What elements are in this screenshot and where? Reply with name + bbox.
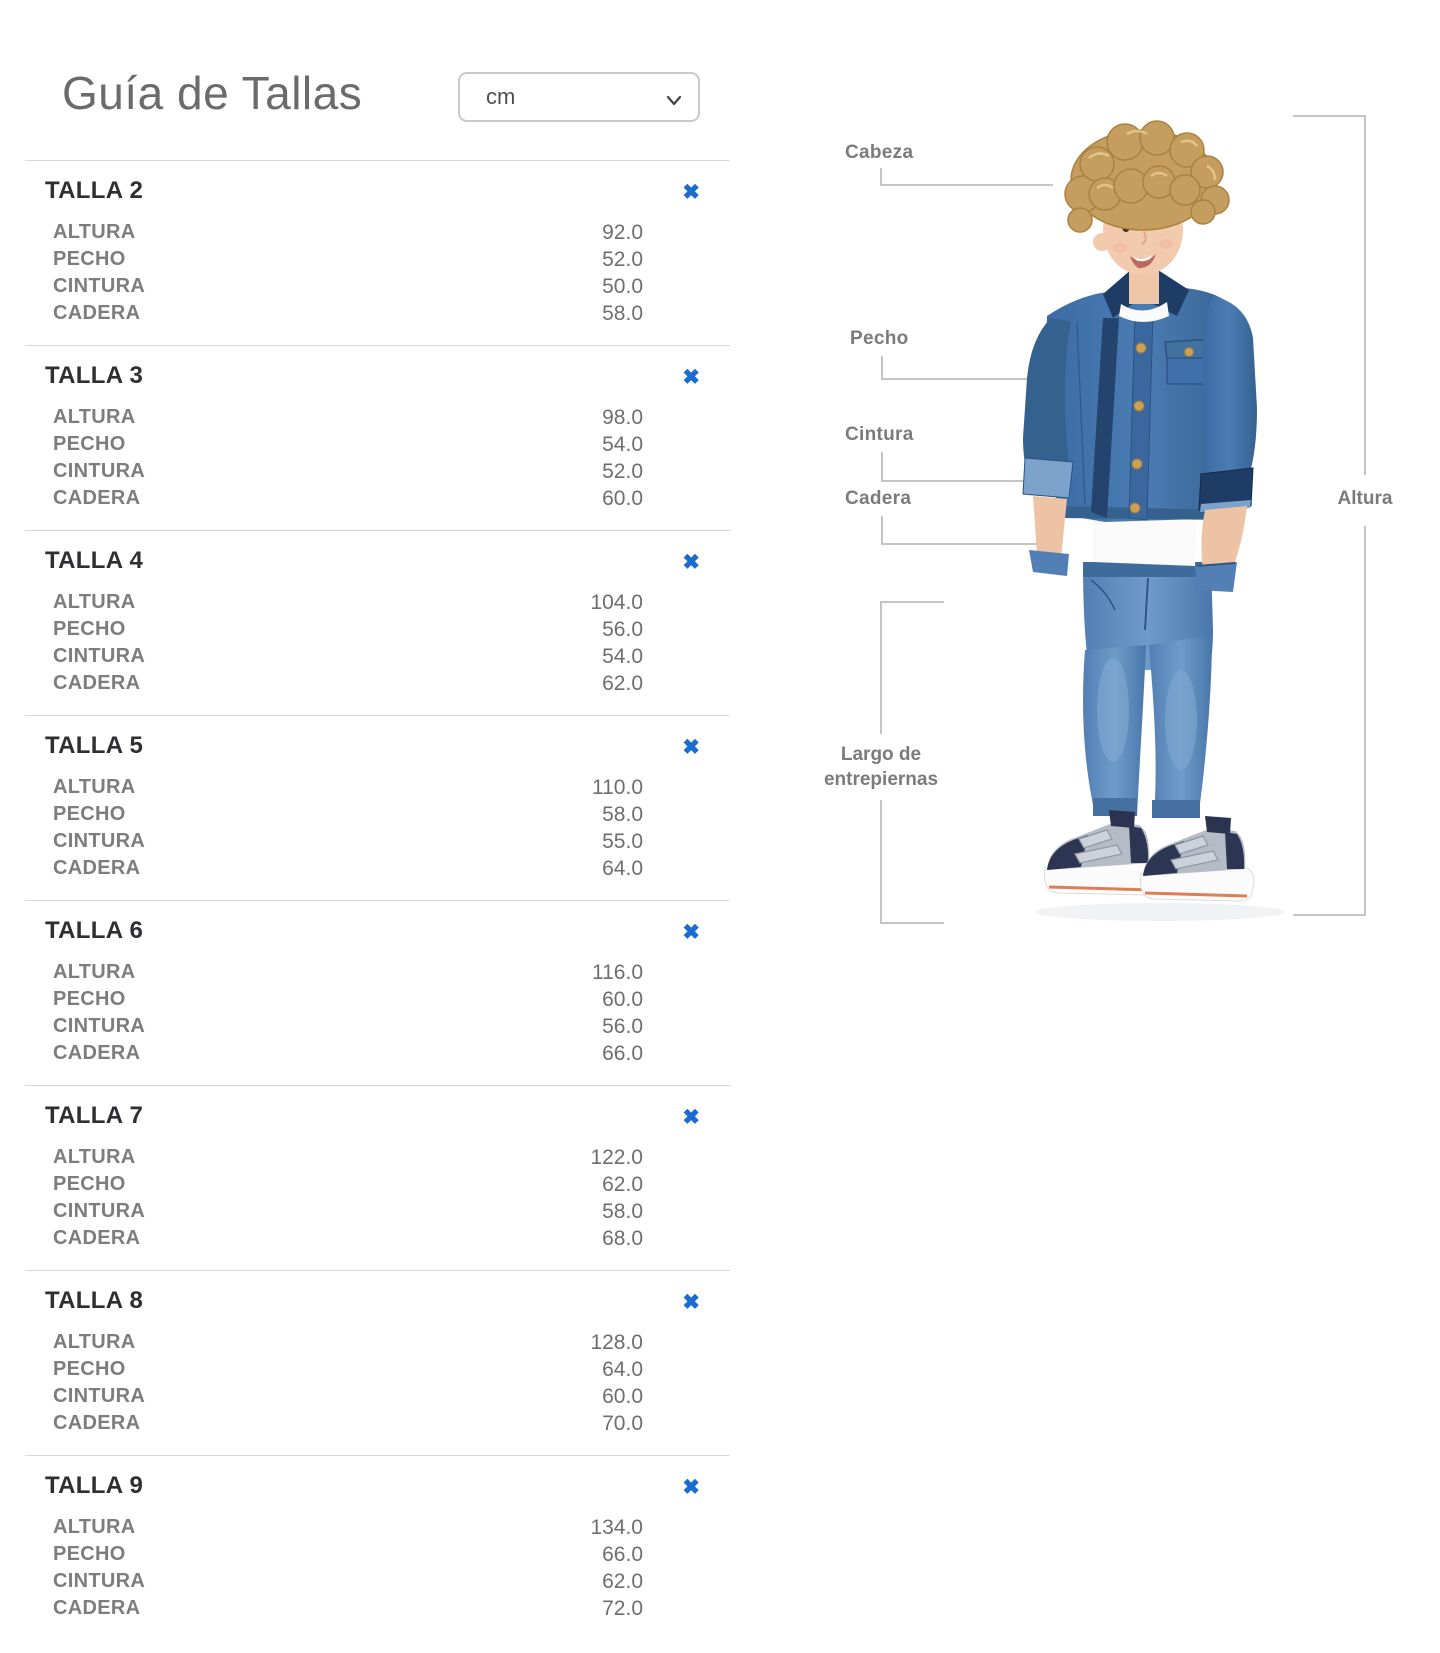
size-title: TALLA 3 [45, 362, 144, 389]
unit-select-value: cm [486, 84, 516, 109]
measurement-value: 60.0 [602, 988, 643, 1011]
size-section-header [25, 1287, 730, 1315]
measurement-row [25, 1541, 730, 1568]
measurement-row [25, 1410, 730, 1437]
size-rows [25, 774, 730, 882]
measurement-row [25, 959, 730, 986]
measurement-row [25, 458, 730, 485]
measurement-value: 66.0 [602, 1042, 643, 1065]
size-section [25, 530, 730, 715]
cintura-leader-line [881, 452, 883, 482]
measurement-label: CADERA [53, 1597, 141, 1619]
size-section [25, 345, 730, 530]
measurement-label: CINTURA [53, 275, 146, 297]
measurement-value: 55.0 [602, 830, 643, 853]
size-title: TALLA 6 [45, 917, 144, 944]
measurement-row [25, 1383, 730, 1410]
measurement-value: 62.0 [602, 672, 643, 695]
measurement-value: 70.0 [602, 1412, 643, 1435]
size-rows [25, 404, 730, 512]
measurement-label: CADERA [53, 302, 141, 324]
floor-shadow [1035, 903, 1285, 921]
size-rows [25, 959, 730, 1067]
measurement-label: CINTURA [53, 1385, 146, 1407]
measurement-label: CINTURA [53, 460, 146, 482]
measurement-label: CADERA [53, 1227, 141, 1249]
pecho-leader-line [881, 356, 883, 380]
measurement-label: CINTURA [53, 830, 146, 852]
measurement-label: ALTURA [53, 221, 136, 243]
inseam-bracket [880, 800, 882, 924]
size-title: TALLA 4 [45, 547, 144, 574]
measurement-value: 64.0 [602, 857, 643, 880]
size-section-header [25, 1472, 730, 1500]
measurement-row [25, 643, 730, 670]
measurement-value: 54.0 [602, 433, 643, 456]
measurement-value: 56.0 [602, 1015, 643, 1038]
measurement-row [25, 273, 730, 300]
measurement-label: CINTURA [53, 1200, 146, 1222]
inseam-bracket [880, 601, 944, 603]
measurement-row [25, 986, 730, 1013]
page-title: Guía de Tallas [62, 67, 363, 119]
measurement-label: CADERA [53, 487, 141, 509]
measurement-value: 92.0 [602, 221, 643, 244]
remove-size-button[interactable]: ✖ [682, 181, 700, 204]
chevron-down-icon [666, 93, 682, 111]
measurement-value: 60.0 [602, 1385, 643, 1408]
measurement-value: 122.0 [590, 1146, 643, 1169]
measurement-row [25, 1595, 730, 1622]
measurement-value: 64.0 [602, 1358, 643, 1381]
measurement-row [25, 1171, 730, 1198]
measurement-label: CINTURA [53, 1570, 146, 1592]
measurement-label: PECHO [53, 1358, 126, 1380]
size-section [25, 1270, 730, 1455]
size-section-header [25, 547, 730, 575]
size-rows [25, 1514, 730, 1622]
measurement-value: 58.0 [602, 803, 643, 826]
measurement-row [25, 219, 730, 246]
size-section [25, 1455, 730, 1640]
size-section-header [25, 732, 730, 760]
measurement-value: 134.0 [590, 1516, 643, 1539]
measurement-label: PECHO [53, 1173, 126, 1195]
remove-size-button[interactable]: ✖ [682, 1291, 700, 1314]
boy-sneakers [1045, 810, 1255, 901]
measurement-value: 128.0 [590, 1331, 643, 1354]
measurement-row [25, 1329, 730, 1356]
measurement-label: PECHO [53, 248, 126, 270]
measurement-row [25, 774, 730, 801]
size-rows [25, 219, 730, 327]
size-rows [25, 1144, 730, 1252]
measurement-row [25, 616, 730, 643]
remove-size-button[interactable]: ✖ [682, 736, 700, 759]
size-section-header [25, 177, 730, 205]
measurement-value: 56.0 [602, 618, 643, 641]
cadera-leader-line [881, 516, 883, 545]
measurement-value: 72.0 [602, 1597, 643, 1620]
measurement-label: CADERA [53, 857, 141, 879]
boy-model-photo [985, 110, 1295, 925]
measurement-value: 110.0 [592, 776, 643, 799]
measurement-value: 50.0 [602, 275, 643, 298]
size-section-header [25, 362, 730, 390]
measurement-label: ALTURA [53, 406, 136, 428]
remove-size-button[interactable]: ✖ [682, 551, 700, 574]
remove-size-button[interactable]: ✖ [682, 1106, 700, 1129]
remove-size-button[interactable]: ✖ [682, 1476, 700, 1499]
size-section-header [25, 917, 730, 945]
measurement-value: 98.0 [602, 406, 643, 429]
measurement-value: 52.0 [602, 248, 643, 271]
measurement-row [25, 1514, 730, 1541]
size-title: TALLA 8 [45, 1287, 144, 1314]
measurement-label: PECHO [53, 618, 126, 640]
measurement-value: 58.0 [602, 302, 643, 325]
size-title: TALLA 5 [45, 732, 144, 759]
measurement-value: 116.0 [592, 961, 643, 984]
measurement-value: 58.0 [602, 1200, 643, 1223]
measurement-row [25, 404, 730, 431]
measurement-row [25, 801, 730, 828]
cintura-label: Cintura [845, 424, 914, 445]
measurement-value: 62.0 [602, 1570, 643, 1593]
measurement-value: 60.0 [602, 487, 643, 510]
measurement-row [25, 828, 730, 855]
size-title: TALLA 2 [45, 177, 144, 204]
cadera-label: Cadera [845, 488, 912, 509]
measurement-label: ALTURA [53, 961, 136, 983]
measurement-row [25, 246, 730, 273]
measurement-row [25, 1356, 730, 1383]
measurement-label: CINTURA [53, 645, 146, 667]
unit-select[interactable] [458, 72, 700, 122]
size-title: TALLA 9 [45, 1472, 144, 1499]
altura-bracket [1364, 115, 1366, 475]
measurement-label: PECHO [53, 1543, 126, 1565]
size-section [25, 715, 730, 900]
measurement-value: 68.0 [602, 1227, 643, 1250]
measurement-label: PECHO [53, 988, 126, 1010]
measurement-value: 62.0 [602, 1173, 643, 1196]
measurement-row [25, 1040, 730, 1067]
size-section [25, 900, 730, 1085]
measurement-row [25, 1144, 730, 1171]
measurement-value: 54.0 [602, 645, 643, 668]
inseam-bracket [880, 601, 882, 734]
measurement-row [25, 1013, 730, 1040]
size-rows [25, 1329, 730, 1437]
size-section-header [25, 1102, 730, 1130]
size-section [25, 160, 730, 345]
measurement-row [25, 855, 730, 882]
boy-jeans [1083, 562, 1213, 818]
measurement-label: ALTURA [53, 591, 136, 613]
measurement-label: CINTURA [53, 1015, 146, 1037]
measurement-row [25, 1198, 730, 1225]
size-section [25, 1085, 730, 1270]
measurement-value: 66.0 [602, 1543, 643, 1566]
measurement-label: ALTURA [53, 1146, 136, 1168]
measurement-row [25, 1225, 730, 1252]
boy-denim-jacket [1023, 268, 1257, 522]
altura-bracket [1293, 115, 1366, 117]
cabeza-label: Cabeza [845, 142, 914, 163]
size-title: TALLA 7 [45, 1102, 144, 1129]
measurement-label: CADERA [53, 1412, 141, 1434]
measurement-label: ALTURA [53, 1516, 136, 1538]
measurement-row [25, 670, 730, 697]
inseam-bracket [880, 922, 944, 924]
measurement-label: ALTURA [53, 1331, 136, 1353]
measurement-row [25, 1568, 730, 1595]
measurement-value: 104.0 [590, 591, 643, 614]
measurement-row [25, 589, 730, 616]
measurement-label: PECHO [53, 433, 126, 455]
altura-bracket [1364, 526, 1366, 916]
measurement-row [25, 300, 730, 327]
measurement-row [25, 485, 730, 512]
remove-size-button[interactable]: ✖ [682, 366, 700, 389]
size-sections [25, 160, 730, 1640]
altura-label: Altura [1305, 488, 1425, 510]
measurement-row [25, 431, 730, 458]
pecho-label: Pecho [850, 328, 909, 349]
measurement-label: ALTURA [53, 776, 136, 798]
measurement-label: CADERA [53, 672, 141, 694]
largo-entrepiernas-label: Largo de entrepiernas [823, 744, 939, 790]
measurement-label: CADERA [53, 1042, 141, 1064]
measurement-value: 52.0 [602, 460, 643, 483]
altura-bracket [1293, 914, 1366, 916]
measurement-label: PECHO [53, 803, 126, 825]
size-rows [25, 589, 730, 697]
remove-size-button[interactable]: ✖ [682, 921, 700, 944]
